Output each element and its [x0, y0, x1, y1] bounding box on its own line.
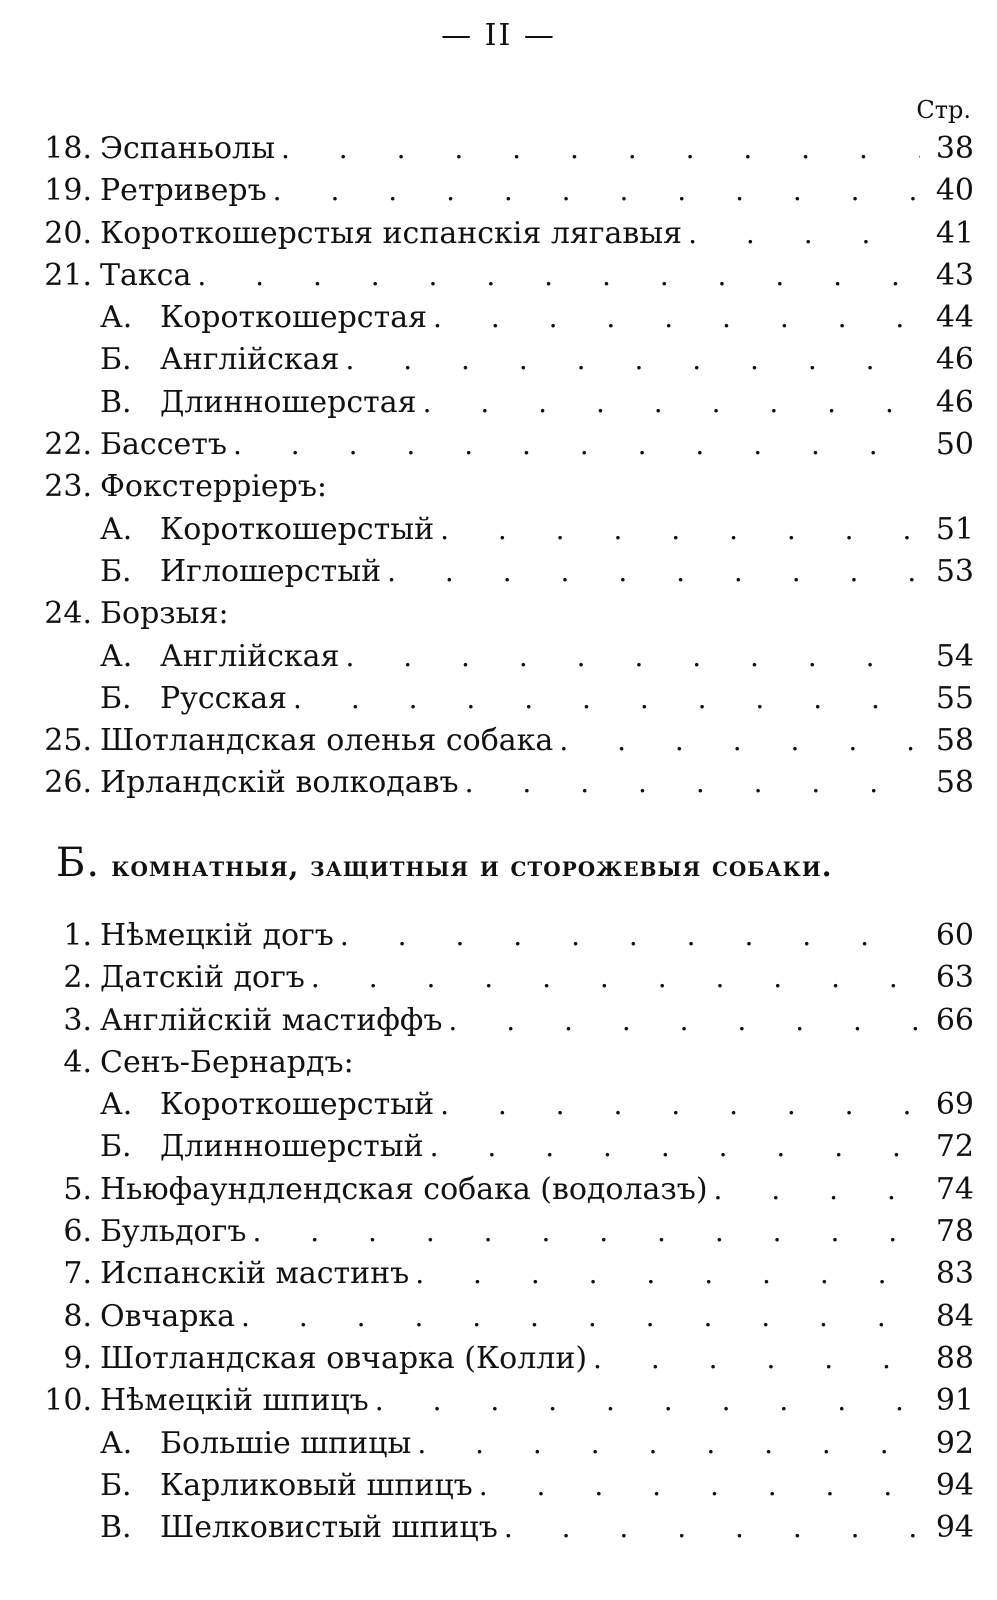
entry-sub-letter: А. — [100, 511, 133, 547]
entry-page-number: 58 — [935, 723, 974, 759]
dot-leader — [345, 636, 920, 678]
section-b-heading — [56, 840, 833, 886]
entry-page-number: 40 — [935, 173, 974, 209]
entry-number: 5. — [63, 1171, 92, 1207]
entry-page-number: 84 — [935, 1298, 974, 1334]
toc-entry — [24, 1169, 974, 1211]
toc-entry — [24, 213, 974, 255]
entry-number: 7. — [63, 1256, 92, 1292]
entry-title: Эспаньолы — [100, 131, 275, 166]
entry-sub-letter: А. — [100, 1087, 133, 1123]
entry-page-number: 46 — [935, 342, 974, 378]
page-header: — II — — [441, 18, 556, 53]
entry-title: Иглошерстый — [160, 553, 382, 589]
entry-title: Шотландская оленья собака — [100, 723, 554, 759]
entry-number: 1. — [63, 918, 92, 953]
dot-leader — [440, 509, 920, 551]
entry-title: Борзыя: — [100, 596, 229, 632]
entry-title: Короткошерстый — [160, 511, 435, 547]
dot-leader — [293, 678, 920, 720]
entry-number: 19. — [44, 173, 92, 209]
dot-leader — [252, 1211, 920, 1253]
entry-page-number: 94 — [935, 1467, 974, 1503]
entry-page-number: 88 — [935, 1340, 974, 1376]
dot-leader — [273, 170, 920, 212]
entry-page-number: 83 — [935, 1256, 974, 1292]
dot-leader — [197, 255, 920, 297]
entry-title: Длинношерстая — [160, 384, 417, 420]
toc-entry — [24, 762, 974, 804]
entry-number: 20. — [44, 215, 92, 251]
entry-title: Англійская — [160, 342, 340, 378]
entry-page-number: 91 — [935, 1383, 974, 1419]
entry-title: Фокстерріеръ: — [100, 469, 328, 505]
entry-title: Бассетъ — [100, 427, 227, 463]
dot-leader — [688, 213, 920, 255]
entry-title: Такса — [100, 257, 192, 293]
entry-title: Сенъ-Бернардъ: — [100, 1044, 354, 1080]
dot-leader — [281, 128, 920, 170]
dot-leader — [345, 339, 920, 381]
entry-page-number: 46 — [935, 384, 974, 420]
toc-list-a — [24, 128, 974, 805]
dot-leader — [423, 382, 920, 424]
entry-title: Нѣмецкій догъ — [100, 918, 334, 953]
entry-title: Нѣмецкій шпицъ — [100, 1383, 369, 1419]
entry-page-number: 66 — [935, 1002, 974, 1038]
entry-sub-letter: Б. — [100, 342, 132, 378]
entry-title: Бульдогъ — [100, 1214, 247, 1250]
entry-page-number: 69 — [935, 1087, 974, 1123]
dot-leader — [465, 762, 920, 804]
entry-title: Короткошерстый — [160, 1087, 435, 1123]
entry-title: Русская — [160, 680, 288, 716]
toc-entry — [24, 551, 974, 593]
toc-entry — [24, 1084, 974, 1126]
entry-number: 21. — [44, 257, 92, 293]
toc-entry — [24, 1507, 974, 1549]
dot-leader — [714, 1169, 920, 1211]
entry-title: Датскій догъ — [100, 960, 305, 996]
dot-leader — [233, 424, 920, 466]
toc-entry — [24, 1042, 974, 1084]
toc-entry — [24, 170, 974, 212]
entry-page-number: 38 — [935, 131, 974, 166]
entry-page-number: 74 — [935, 1171, 974, 1207]
dot-leader — [340, 915, 920, 957]
entry-page-number: 60 — [935, 918, 974, 953]
toc-entry — [24, 1423, 974, 1465]
entry-title: Овчарка — [100, 1298, 236, 1334]
entry-number: 26. — [44, 765, 92, 801]
entry-page-number: 54 — [935, 638, 974, 674]
dot-leader — [593, 1338, 920, 1380]
dot-leader — [433, 297, 920, 339]
toc-entry — [24, 509, 974, 551]
dot-leader — [559, 720, 920, 762]
toc-entry — [24, 915, 974, 957]
entry-title: Ретриверъ — [100, 173, 267, 209]
section-b-title: комнатныя, защитныя и сторожевыя собаки. — [111, 850, 833, 883]
entry-title: Шелковистый шпицъ — [160, 1510, 498, 1546]
toc-entry — [24, 957, 974, 999]
toc-entry — [24, 1253, 974, 1295]
entry-title: Шотландская овчарка (Колли) — [100, 1340, 588, 1376]
toc-entry — [24, 720, 974, 762]
entry-title: Англійская — [160, 638, 340, 674]
entry-title: Короткошерстая — [160, 300, 428, 336]
dot-leader — [387, 551, 920, 593]
entry-number: 10. — [44, 1383, 92, 1419]
entry-sub-letter: Б. — [100, 1467, 132, 1503]
entry-number: 9. — [63, 1340, 92, 1376]
entry-sub-letter: А. — [100, 638, 133, 674]
toc-entry — [24, 1211, 974, 1253]
entry-page-number: 43 — [935, 257, 974, 293]
dot-leader — [504, 1507, 920, 1549]
toc-entry — [24, 1465, 974, 1507]
toc-entry — [24, 382, 974, 424]
entry-page-number: 55 — [935, 680, 974, 716]
toc-entry — [24, 678, 974, 720]
toc-entry — [24, 339, 974, 381]
dot-leader — [415, 1253, 920, 1295]
page-column-header: Стр. — [916, 96, 971, 124]
entry-page-number: 58 — [935, 765, 974, 801]
toc-entry — [24, 1296, 974, 1338]
dot-leader — [311, 957, 920, 999]
entry-number: 6. — [63, 1214, 92, 1250]
entry-page-number: 50 — [935, 427, 974, 463]
toc-entry — [24, 128, 974, 170]
toc-entry — [24, 1380, 974, 1422]
entry-page-number: 53 — [935, 553, 974, 589]
entry-title: Ирландскій волкодавъ — [100, 765, 459, 801]
entry-number: 4. — [63, 1044, 92, 1080]
entry-title: Короткошерстыя испанскія лягавыя — [100, 215, 683, 251]
entry-page-number: 72 — [935, 1129, 974, 1165]
toc-entry — [24, 1126, 974, 1168]
toc-entry — [24, 1000, 974, 1042]
entry-title: Карликовый шпицъ — [160, 1467, 473, 1503]
entry-page-number: 78 — [935, 1214, 974, 1250]
section-b-letter: Б. — [56, 840, 101, 886]
entry-sub-letter: В. — [100, 384, 132, 420]
entry-number: 18. — [44, 131, 92, 166]
dot-leader — [448, 1000, 920, 1042]
entry-page-number: 41 — [935, 215, 974, 251]
dot-leader — [241, 1296, 920, 1338]
toc-entry — [24, 424, 974, 466]
entry-sub-letter: А. — [100, 1425, 133, 1461]
toc-entry — [24, 593, 974, 635]
entry-page-number: 92 — [935, 1425, 974, 1461]
entry-title: Англійскій мастиффъ — [100, 1002, 443, 1038]
dot-leader — [479, 1465, 920, 1507]
toc-list-b — [24, 915, 974, 1549]
entry-sub-letter: А. — [100, 300, 133, 336]
entry-number: 24. — [44, 596, 92, 632]
entry-number: 22. — [44, 427, 92, 463]
toc-entry — [24, 636, 974, 678]
entry-title: Большіе шпицы — [160, 1425, 412, 1461]
entry-number: 2. — [63, 960, 92, 996]
entry-title: Длинношерстый — [160, 1129, 424, 1165]
entry-page-number: 51 — [935, 511, 974, 547]
dot-leader — [375, 1380, 920, 1422]
toc-entry — [24, 297, 974, 339]
dot-leader — [417, 1423, 920, 1465]
toc-entry — [24, 255, 974, 297]
entry-number: 25. — [44, 723, 92, 759]
toc-entry — [24, 1338, 974, 1380]
entry-number: 8. — [63, 1298, 92, 1334]
dot-leader — [440, 1084, 920, 1126]
entry-page-number: 63 — [935, 960, 974, 996]
entry-sub-letter: В. — [100, 1510, 132, 1546]
entry-page-number: 44 — [935, 300, 974, 336]
entry-sub-letter: Б. — [100, 553, 132, 589]
entry-sub-letter: Б. — [100, 1129, 132, 1165]
entry-number: 23. — [44, 469, 92, 505]
entry-number: 3. — [63, 1002, 92, 1038]
dot-leader — [430, 1126, 920, 1168]
entry-sub-letter: Б. — [100, 680, 132, 716]
entry-page-number: 94 — [935, 1510, 974, 1546]
toc-entry — [24, 466, 974, 508]
entry-title: Ньюфаундлендская собака (водолазъ) — [100, 1171, 708, 1207]
entry-title: Испанскій мастинъ — [100, 1256, 410, 1292]
